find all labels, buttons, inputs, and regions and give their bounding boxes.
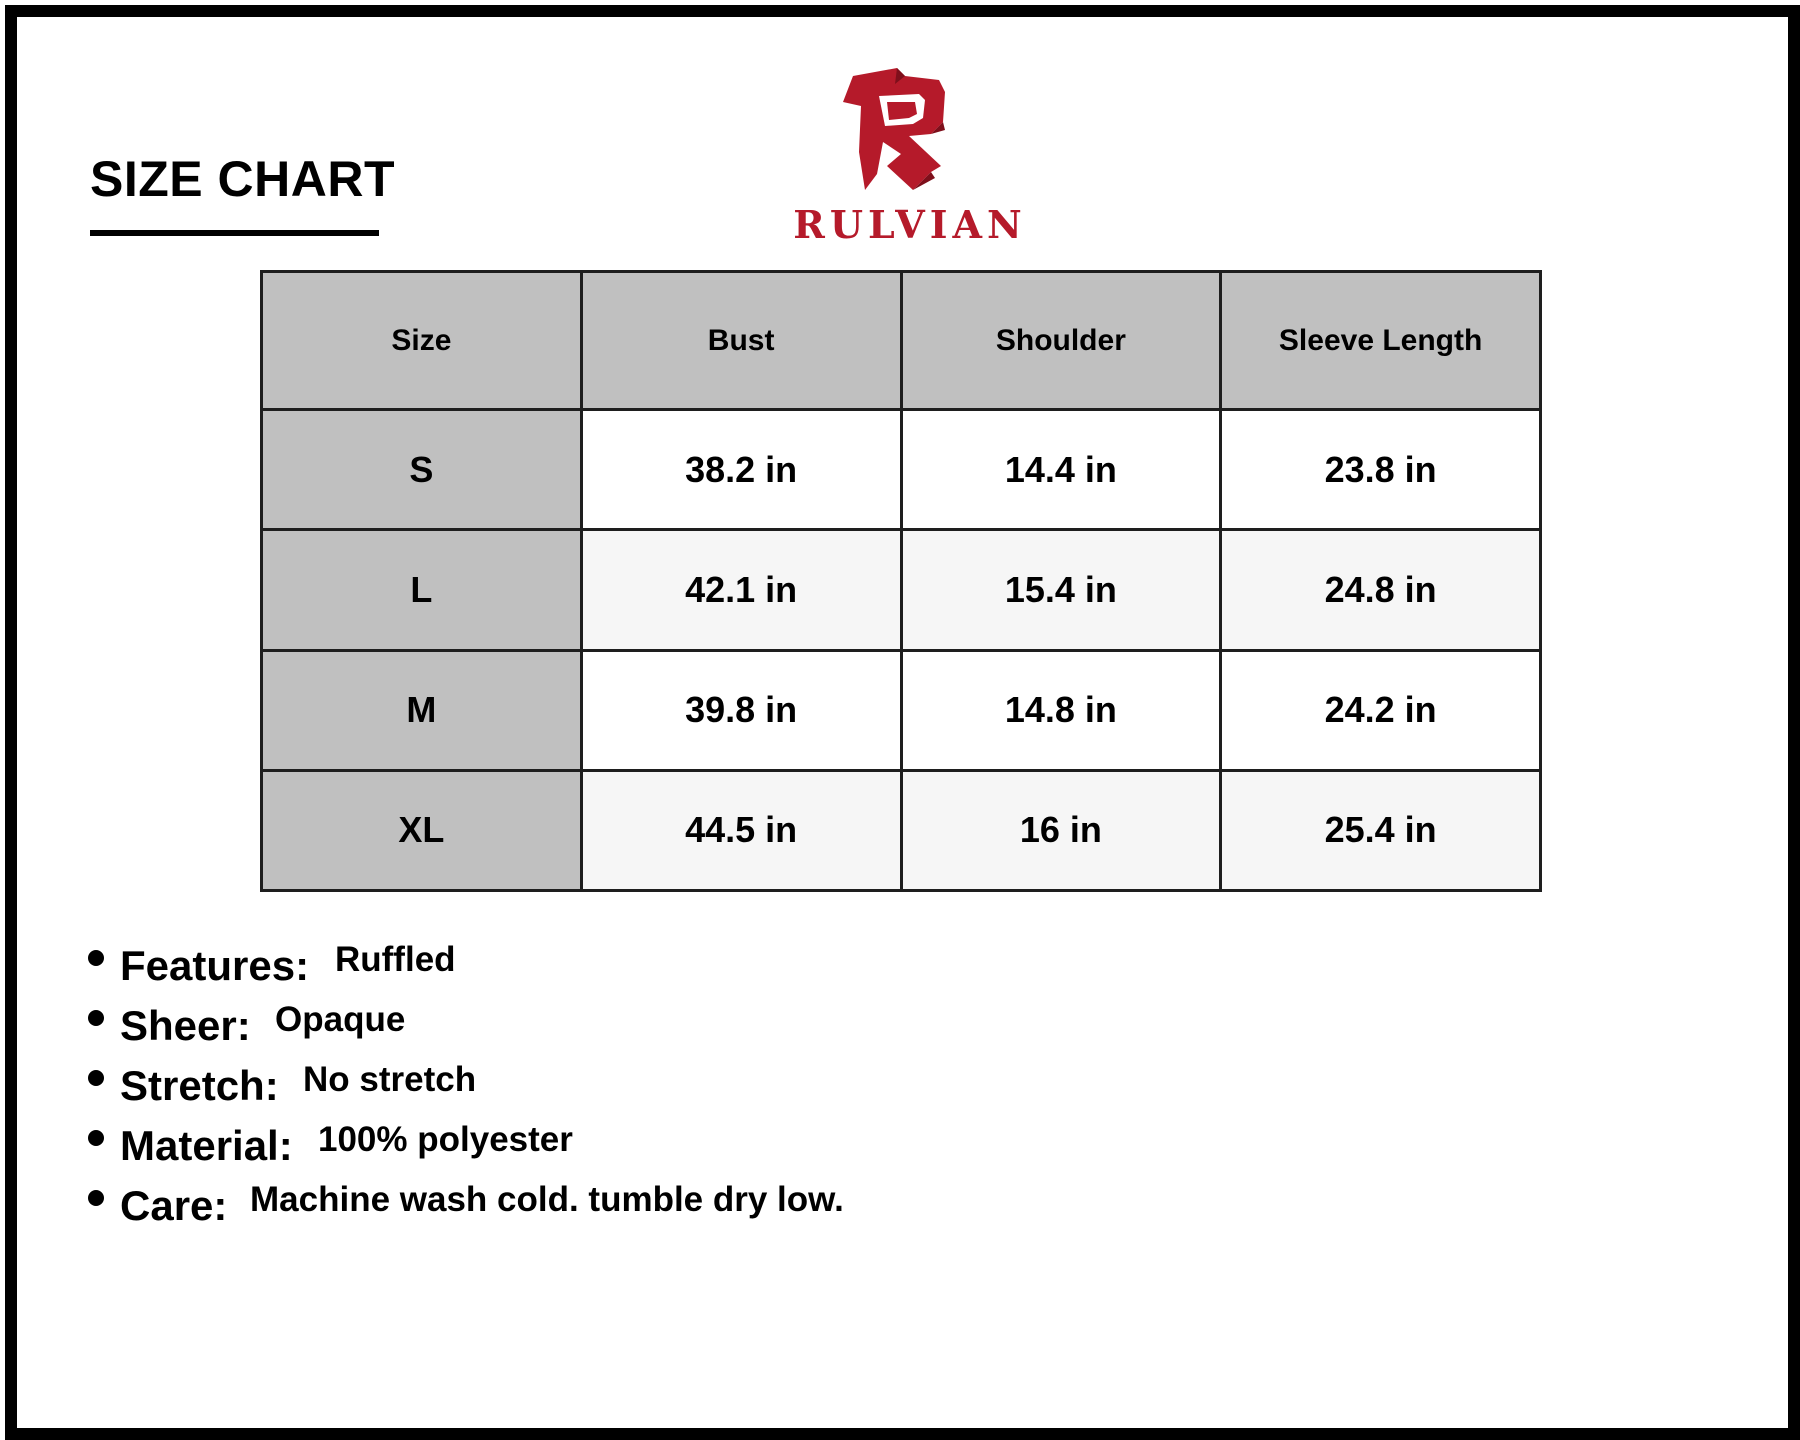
header-bust: Bust	[581, 272, 901, 410]
size-cell: S	[262, 410, 582, 530]
detail-label: Sheer:	[120, 1002, 251, 1049]
detail-label: Material:	[120, 1122, 293, 1169]
table-row	[262, 770, 1541, 890]
bust-cell: 39.8 in	[581, 650, 901, 770]
detail-label: Features:	[120, 942, 310, 989]
bullet-icon	[88, 1070, 104, 1086]
detail-label: Care:	[120, 1182, 228, 1229]
detail-value: 100% polyester	[318, 1120, 573, 1159]
page-title: SIZE CHART	[90, 151, 395, 207]
shoulder-cell: 14.4 in	[901, 410, 1221, 530]
bust-cell: 44.5 in	[581, 770, 901, 890]
bust-cell: 42.1 in	[581, 530, 901, 650]
sleeve-cell: 23.8 in	[1221, 410, 1541, 530]
size-cell: XL	[262, 770, 582, 890]
detail-value: Opaque	[275, 1000, 406, 1039]
detail-value: Machine wash cold. tumble dry low.	[250, 1180, 844, 1219]
size-cell: L	[262, 530, 582, 650]
bust-cell: 38.2 in	[581, 410, 901, 530]
sleeve-cell: 24.2 in	[1221, 650, 1541, 770]
bullet-icon	[88, 1010, 104, 1026]
bullet-icon	[88, 1190, 104, 1206]
brand-wordmark: RULVIAN	[793, 202, 1027, 247]
header-size: Size	[262, 272, 582, 410]
table-row	[262, 410, 1541, 530]
table-row	[262, 530, 1541, 650]
sleeve-cell: 25.4 in	[1221, 770, 1541, 890]
header-shoulder: Shoulder	[901, 272, 1221, 410]
table-header-row	[262, 272, 1541, 410]
bullet-icon	[88, 1130, 104, 1146]
size-cell: M	[262, 650, 582, 770]
header-sleeve-length: Sleeve Length	[1221, 272, 1541, 410]
shoulder-cell: 14.8 in	[901, 650, 1221, 770]
size-table	[260, 270, 1542, 892]
table-row	[262, 650, 1541, 770]
r-monogram-icon	[835, 62, 975, 202]
detail-value: Ruffled	[335, 940, 456, 979]
shoulder-cell: 16 in	[901, 770, 1221, 890]
detail-label: Stretch:	[120, 1062, 279, 1109]
detail-value: No stretch	[303, 1060, 477, 1099]
brand-logo	[770, 62, 1050, 252]
shoulder-cell: 15.4 in	[901, 530, 1221, 650]
title-underline	[90, 230, 379, 236]
sleeve-cell: 24.8 in	[1221, 530, 1541, 650]
bullet-icon	[88, 950, 104, 966]
